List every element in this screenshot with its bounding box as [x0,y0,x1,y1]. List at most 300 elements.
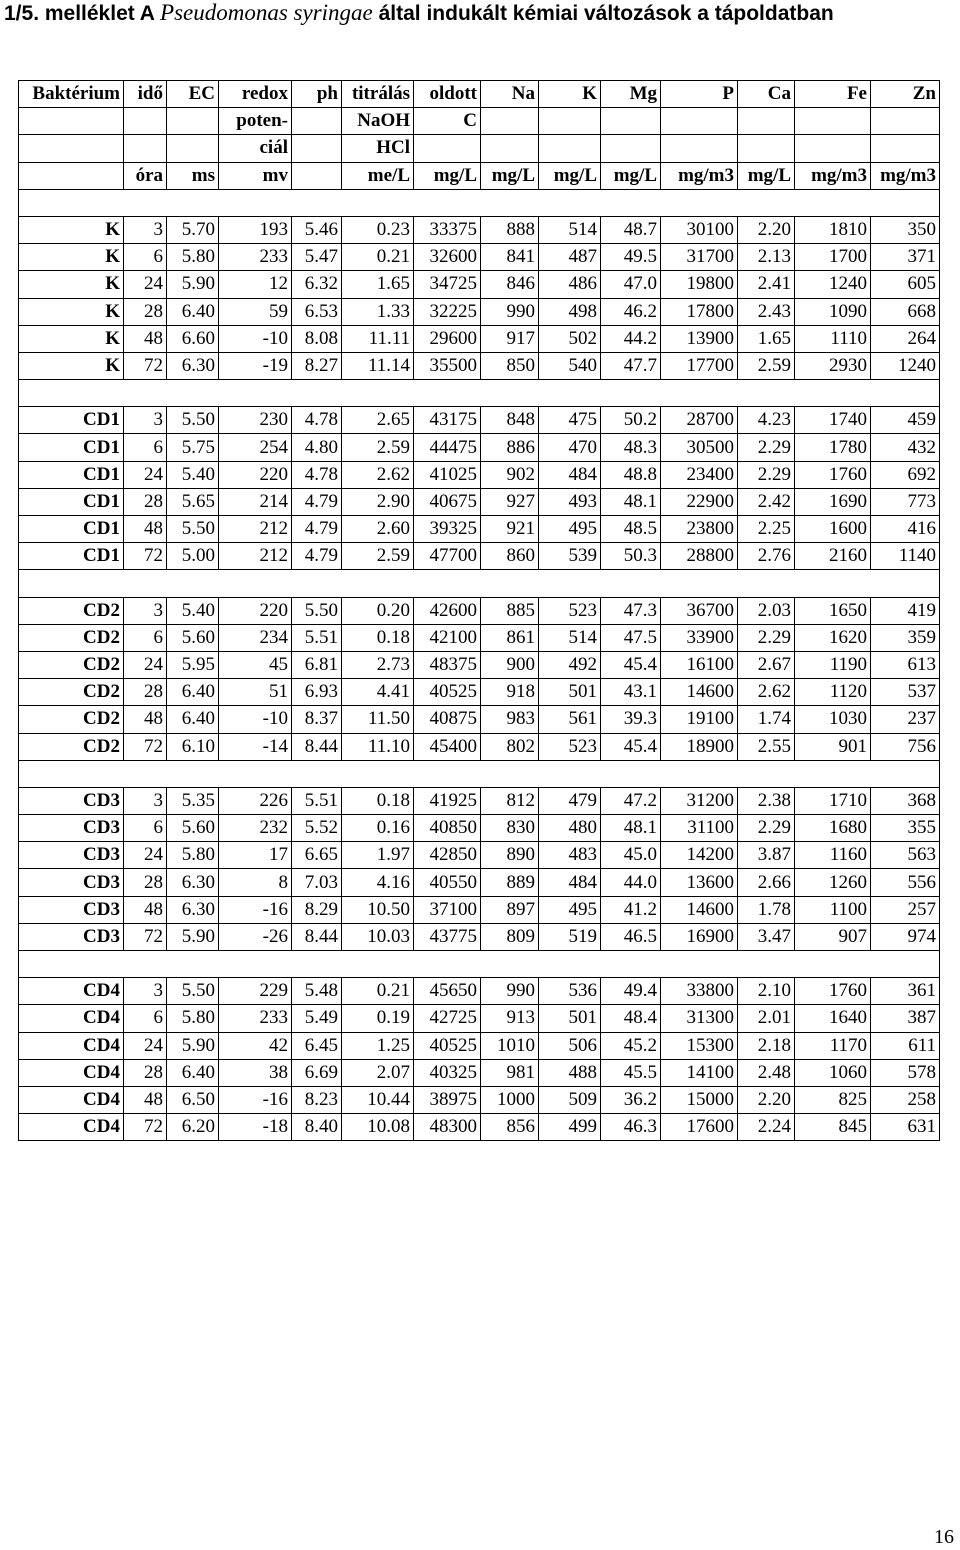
table-cell: 1240 [871,352,940,379]
table-cell [414,380,481,407]
table-row [19,706,940,733]
table-cell: 226 [219,787,292,814]
table-cell [167,380,219,407]
table-cell [871,570,940,597]
table-cell [795,760,871,787]
table-cell: -26 [219,923,292,950]
table-cell: 802 [481,733,539,760]
table-cell: 6.30 [167,352,219,379]
table-cell: 886 [481,434,539,461]
table-cell: 5.40 [167,461,219,488]
table-cell: 0.23 [342,216,414,243]
table-cell: 5.50 [167,978,219,1005]
table-cell [414,189,481,216]
table-cell: 1160 [795,842,871,869]
table-cell: 48 [124,706,167,733]
table-row [19,896,940,923]
table-cell [795,951,871,978]
table-cell: 51 [219,679,292,706]
table-cell: 1620 [795,624,871,651]
table-cell [539,570,601,597]
table-cell: 8.37 [292,706,342,733]
table-cell [795,189,871,216]
table-cell: 22900 [661,488,738,515]
table-cell: 359 [871,624,940,651]
table-cell: 8.27 [292,352,342,379]
table-cell [661,951,738,978]
table-cell: 4.78 [292,407,342,434]
table-cell: 28 [124,869,167,896]
table-cell: 48.1 [601,488,661,515]
table-cell [219,760,292,787]
table-cell [661,380,738,407]
table-cell: 613 [871,651,940,678]
table-cell: 8.40 [292,1114,342,1141]
table-cell [601,951,661,978]
table-cell: 561 [539,706,601,733]
table-cell: 42 [219,1032,292,1059]
table-cell: 48 [124,896,167,923]
table-cell: 18900 [661,733,738,760]
data-table [18,80,940,1141]
table-cell: 3 [124,407,167,434]
table-cell [738,570,795,597]
table-cell: 3 [124,216,167,243]
table-row [19,787,940,814]
table-cell: 42850 [414,842,481,869]
table-cell [414,760,481,787]
table-cell: 885 [481,597,539,624]
table-cell: CD1 [19,407,124,434]
table-cell: 350 [871,216,940,243]
table-cell: 2.29 [738,624,795,651]
table-cell: 12 [219,271,292,298]
table-row [19,978,940,1005]
table-cell: CD4 [19,1114,124,1141]
table-cell: 1.33 [342,298,414,325]
table-cell: 523 [539,733,601,760]
table-cell: 2.29 [738,815,795,842]
table-cell: 5.60 [167,815,219,842]
table-cell: HCl [342,135,414,162]
table-cell [539,135,601,162]
table-cell: 46.2 [601,298,661,325]
table-cell: 419 [871,597,940,624]
table-cell: CD2 [19,733,124,760]
table-cell: 32225 [414,298,481,325]
table-cell [795,570,871,597]
table-cell: K [539,81,601,108]
table-cell: 16100 [661,651,738,678]
table-cell [871,380,940,407]
table-cell: 36700 [661,597,738,624]
table-cell: 48 [124,1086,167,1113]
table-cell [167,135,219,162]
table-cell: mv [219,162,292,189]
table-cell [167,951,219,978]
table-cell: CD2 [19,597,124,624]
table-cell: 1.74 [738,706,795,733]
page-title [4,0,954,27]
table-cell: 890 [481,842,539,869]
table-cell: 5.80 [167,1005,219,1032]
table-cell: 918 [481,679,539,706]
table-cell: 459 [871,407,940,434]
table-cell: 6.81 [292,651,342,678]
table-cell: 6.93 [292,679,342,706]
table-cell [124,951,167,978]
table-cell: 1760 [795,978,871,1005]
table-cell: 4.16 [342,869,414,896]
table-cell: 861 [481,624,539,651]
table-cell: 1000 [481,1086,539,1113]
table-cell: 2.24 [738,1114,795,1141]
table-cell: 45 [219,651,292,678]
table-cell: 46.5 [601,923,661,950]
table-cell: 2930 [795,352,871,379]
table-cell: 5.80 [167,842,219,869]
table-cell: 921 [481,516,539,543]
table-cell: 611 [871,1032,940,1059]
table-cell: 232 [219,815,292,842]
table-cell: 668 [871,298,940,325]
table-cell: 540 [539,352,601,379]
table-cell: 4.80 [292,434,342,461]
table-cell: 2.42 [738,488,795,515]
table-cell: 43175 [414,407,481,434]
table-cell: 72 [124,923,167,950]
table-cell: 536 [539,978,601,1005]
table-cell [167,108,219,135]
table-cell: 0.21 [342,244,414,271]
table-cell: 5.65 [167,488,219,515]
table-cell: 8 [219,869,292,896]
table-row [19,407,940,434]
table-cell [19,760,124,787]
table-cell: 506 [539,1032,601,1059]
table-row [19,624,940,651]
table-cell: 48.7 [601,216,661,243]
table-cell: 46.3 [601,1114,661,1141]
table-cell [661,189,738,216]
table-cell: 499 [539,1114,601,1141]
table-cell: 50.2 [601,407,661,434]
table-cell: 0.18 [342,787,414,814]
table-cell [342,380,414,407]
table-row [19,815,940,842]
table-cell: ph [292,81,342,108]
table-cell: 1260 [795,869,871,896]
table-row [19,516,940,543]
table-cell: 5.35 [167,787,219,814]
table-cell: 40525 [414,679,481,706]
table-cell [219,380,292,407]
table-cell: 72 [124,352,167,379]
table-cell: 33900 [661,624,738,651]
table-cell: 773 [871,488,940,515]
table-cell: 11.11 [342,325,414,352]
table-cell: 974 [871,923,940,950]
table-cell [738,760,795,787]
table-cell: idő [124,81,167,108]
table-cell [342,760,414,787]
header-row [19,81,940,108]
table-cell: 10.44 [342,1086,414,1113]
table-cell: 258 [871,1086,940,1113]
table-cell: 72 [124,1114,167,1141]
table-cell: 230 [219,407,292,434]
table-cell: 8.44 [292,923,342,950]
table-cell [342,570,414,597]
table-cell: 8.08 [292,325,342,352]
table-cell: 1760 [795,461,871,488]
table-cell: K [19,325,124,352]
table-cell: 5.50 [167,516,219,543]
table-cell: 7.03 [292,869,342,896]
table-cell: 495 [539,896,601,923]
table-cell: 49.5 [601,244,661,271]
table-cell: 24 [124,842,167,869]
table-cell: 72 [124,733,167,760]
table-cell: 5.40 [167,597,219,624]
table-cell: CD2 [19,679,124,706]
table-cell: 486 [539,271,601,298]
table-cell: 8.23 [292,1086,342,1113]
table-row [19,733,940,760]
table-cell: 6 [124,624,167,651]
table-cell: 6 [124,434,167,461]
table-cell: 43775 [414,923,481,950]
table-cell: 48.1 [601,815,661,842]
table-cell: 846 [481,271,539,298]
table-cell: 47.3 [601,597,661,624]
table-cell: 6 [124,244,167,271]
table-cell: 24 [124,271,167,298]
table-cell: CD3 [19,869,124,896]
table-cell: CD2 [19,624,124,651]
table-cell: CD4 [19,1005,124,1032]
table-cell: 220 [219,597,292,624]
table-cell: 11.14 [342,352,414,379]
table-cell: 45400 [414,733,481,760]
table-row [19,244,940,271]
table-cell: 509 [539,1086,601,1113]
table-cell: 47.7 [601,352,661,379]
table-cell: 631 [871,1114,940,1141]
table-cell [539,951,601,978]
table-cell: CD4 [19,1086,124,1113]
table-cell [601,570,661,597]
table-cell [342,189,414,216]
table-cell: 2.20 [738,216,795,243]
table-cell [124,380,167,407]
table-cell: 981 [481,1059,539,1086]
table-cell: 5.49 [292,1005,342,1032]
table-cell: 2.01 [738,1005,795,1032]
table-cell: 990 [481,978,539,1005]
table-cell: 47.5 [601,624,661,651]
table-cell: 2.60 [342,516,414,543]
table-cell: 45.4 [601,651,661,678]
table-cell [539,108,601,135]
table-cell: 48.5 [601,516,661,543]
table-cell: K [19,352,124,379]
table-cell: 11.10 [342,733,414,760]
table-cell: 2.59 [342,543,414,570]
table-cell: 220 [219,461,292,488]
table-cell: 37100 [414,896,481,923]
table-cell [738,380,795,407]
table-cell: 17800 [661,298,738,325]
table-cell: 48.4 [601,1005,661,1032]
table-cell: 6.50 [167,1086,219,1113]
table-cell: 825 [795,1086,871,1113]
table-cell: 1.97 [342,842,414,869]
table-cell: CD4 [19,1032,124,1059]
table-cell: 371 [871,244,940,271]
table-cell: 493 [539,488,601,515]
table-cell: me/L [342,162,414,189]
table-cell: EC [167,81,219,108]
table-cell: CD1 [19,516,124,543]
table-cell: CD3 [19,923,124,950]
table-cell: CD1 [19,461,124,488]
table-cell: 19100 [661,706,738,733]
table-cell: 48375 [414,651,481,678]
table-cell [539,380,601,407]
table-cell [601,108,661,135]
table-cell: 1.65 [738,325,795,352]
table-cell: 24 [124,651,167,678]
table-cell [414,951,481,978]
table-cell: 28800 [661,543,738,570]
table-cell: 2160 [795,543,871,570]
table-cell: 0.16 [342,815,414,842]
table-cell: 1690 [795,488,871,515]
table-cell [481,189,539,216]
table-cell [481,135,539,162]
table-cell [661,135,738,162]
table-cell: 23400 [661,461,738,488]
table-cell: 31700 [661,244,738,271]
table-cell: 43.1 [601,679,661,706]
table-cell: 45.0 [601,842,661,869]
table-cell: 5.50 [167,407,219,434]
table-cell: 193 [219,216,292,243]
table-cell [871,135,940,162]
table-cell: 484 [539,461,601,488]
table-cell [738,951,795,978]
table-cell: 2.41 [738,271,795,298]
table-cell: 38 [219,1059,292,1086]
table-cell: 1140 [871,543,940,570]
table-cell: 39325 [414,516,481,543]
table-cell: P [661,81,738,108]
table-cell: 31300 [661,1005,738,1032]
table-cell: 483 [539,842,601,869]
table-cell: 1060 [795,1059,871,1086]
spacer-row [19,951,940,978]
table-row [19,434,940,461]
table-cell: 563 [871,842,940,869]
table-cell: 1.65 [342,271,414,298]
table-cell [871,108,940,135]
table-cell: 41025 [414,461,481,488]
table-cell: 30100 [661,216,738,243]
table-cell: 889 [481,869,539,896]
table-cell: -16 [219,1086,292,1113]
table-cell: 212 [219,543,292,570]
table-cell [219,570,292,597]
table-cell: 4.41 [342,679,414,706]
table-cell: 523 [539,597,601,624]
table-cell: K [19,244,124,271]
table-cell: CD2 [19,651,124,678]
table-row [19,869,940,896]
table-cell: 479 [539,787,601,814]
table-cell: 5.52 [292,815,342,842]
table-cell: 5.00 [167,543,219,570]
table-cell: 1100 [795,896,871,923]
table-cell: 888 [481,216,539,243]
table-cell: 234 [219,624,292,651]
table-cell [124,108,167,135]
table-cell: 2.62 [342,461,414,488]
table-cell: K [19,298,124,325]
table-cell: 927 [481,488,539,515]
header-row [19,162,940,189]
table-cell: 692 [871,461,940,488]
table-cell: oldott [414,81,481,108]
table-cell: 5.50 [292,597,342,624]
table-cell: 6.40 [167,298,219,325]
table-cell [19,189,124,216]
table-cell [19,108,124,135]
table-cell: 44475 [414,434,481,461]
table-cell: 29600 [414,325,481,352]
table-cell [871,760,940,787]
table-cell: 2.38 [738,787,795,814]
table-cell: 5.60 [167,624,219,651]
table-cell: 848 [481,407,539,434]
table-cell: 45650 [414,978,481,1005]
table-cell: Fe [795,81,871,108]
table-cell: 4.23 [738,407,795,434]
table-cell: 2.73 [342,651,414,678]
table-cell: mg/L [601,162,661,189]
table-cell: 6.40 [167,1059,219,1086]
table-cell: 5.51 [292,787,342,814]
table-cell: 387 [871,1005,940,1032]
table-cell: 1.25 [342,1032,414,1059]
table-cell [539,760,601,787]
title-prefix: 1/5. melléklet A [4,2,161,25]
table-cell: 10.50 [342,896,414,923]
table-row [19,597,940,624]
table-cell: 41.2 [601,896,661,923]
table-cell: mg/m3 [661,162,738,189]
table-cell [738,189,795,216]
table-row [19,325,940,352]
table-cell: 355 [871,815,940,842]
table-cell: -10 [219,325,292,352]
table-cell: 514 [539,216,601,243]
table-cell [481,760,539,787]
table-cell: 48 [124,516,167,543]
table-cell: 47.2 [601,787,661,814]
table-cell: 3.47 [738,923,795,950]
table-cell: 1.78 [738,896,795,923]
